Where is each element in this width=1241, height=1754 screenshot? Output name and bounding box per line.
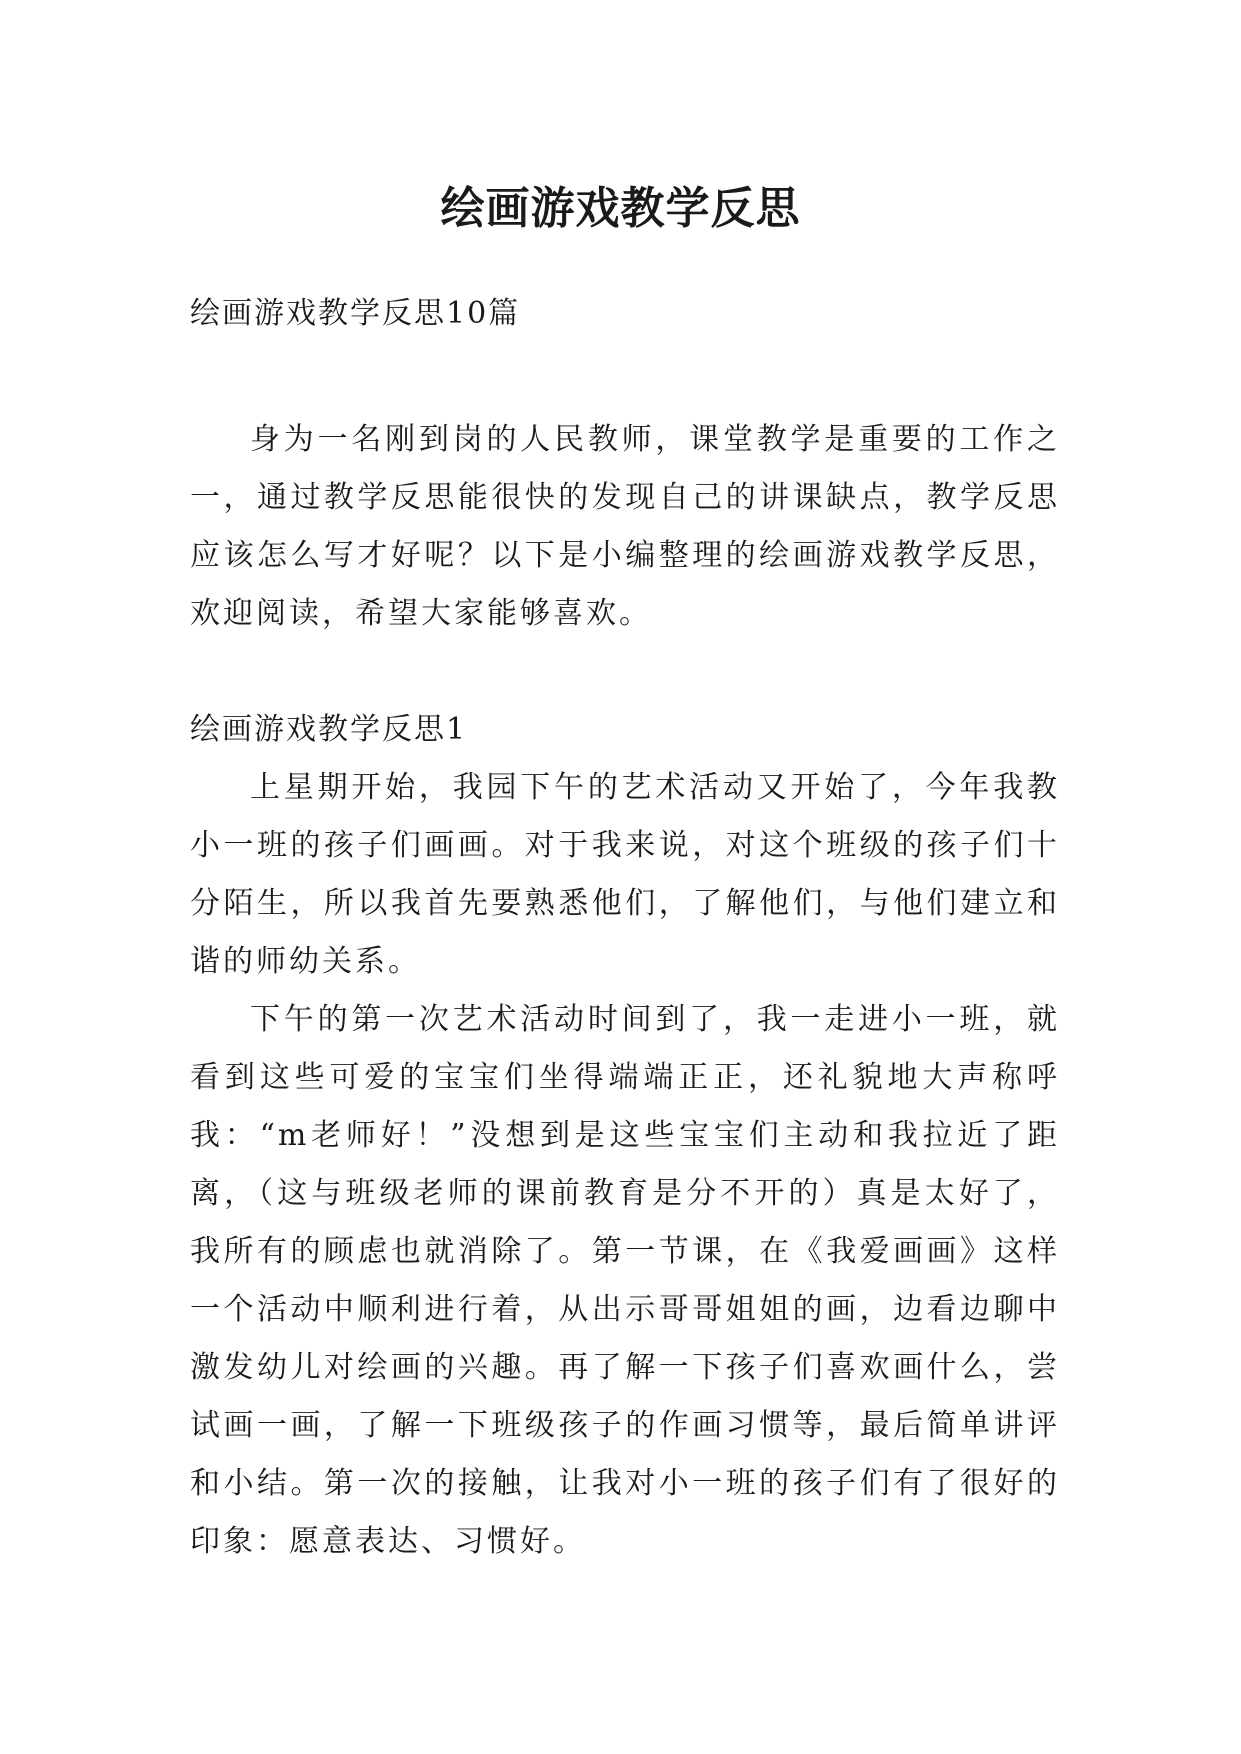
document-title: 绘画游戏教学反思 — [440, 183, 801, 235]
body-paragraph: 上星期开始，我园下午的艺术活动又开始了，今年我教小一班的孩子们画画。对于我来说，对这个班级的孩子们十分陌生，所以我首先要熟悉他们，了解他们，与他们建立和谐的师幼关系。 — [190, 770, 1060, 979]
spacer — [190, 343, 1060, 411]
document-subtitle: 绘画游戏教学反思10篇 — [190, 296, 521, 331]
spacer — [190, 643, 1060, 701]
document-body — [190, 285, 1060, 1571]
body-paragraph: 下午的第一次艺术活动时间到了，我一走进小一班，就看到这些可爱的宝宝们坐得端端正正，还礼貌地大声称呼我：“m老师好！”没想到是这些宝宝们主动和我拉近了距离，（这与班级老师的课前教育是分不开的）真是太好了，我所有的顾虑也就消除了。第一节课，在《我爱画画》这样一个活动中顺利进行着，从出示哥哥姐姐的画，边看边聊中激发幼儿对绘画的兴趣。再了解一下孩子们喜欢画什么，尝试画一画，了解一下班级孩子的作画习惯等，最后简单讲评和小结。第一次的接触，让我对小一班的孩子们有了很好的印象：愿意表达、习惯好。 — [190, 1002, 1060, 1559]
intro-paragraph: 身为一名刚到岗的人民教师，课堂教学是重要的工作之一，通过教学反思能很快的发现自己的讲课缺点，教学反思应该怎么写才好呢？以下是小编整理的绘画游戏教学反思，欢迎阅读，希望大家能够喜欢。 — [190, 422, 1060, 631]
section-heading: 绘画游戏教学反思1 — [190, 712, 468, 747]
